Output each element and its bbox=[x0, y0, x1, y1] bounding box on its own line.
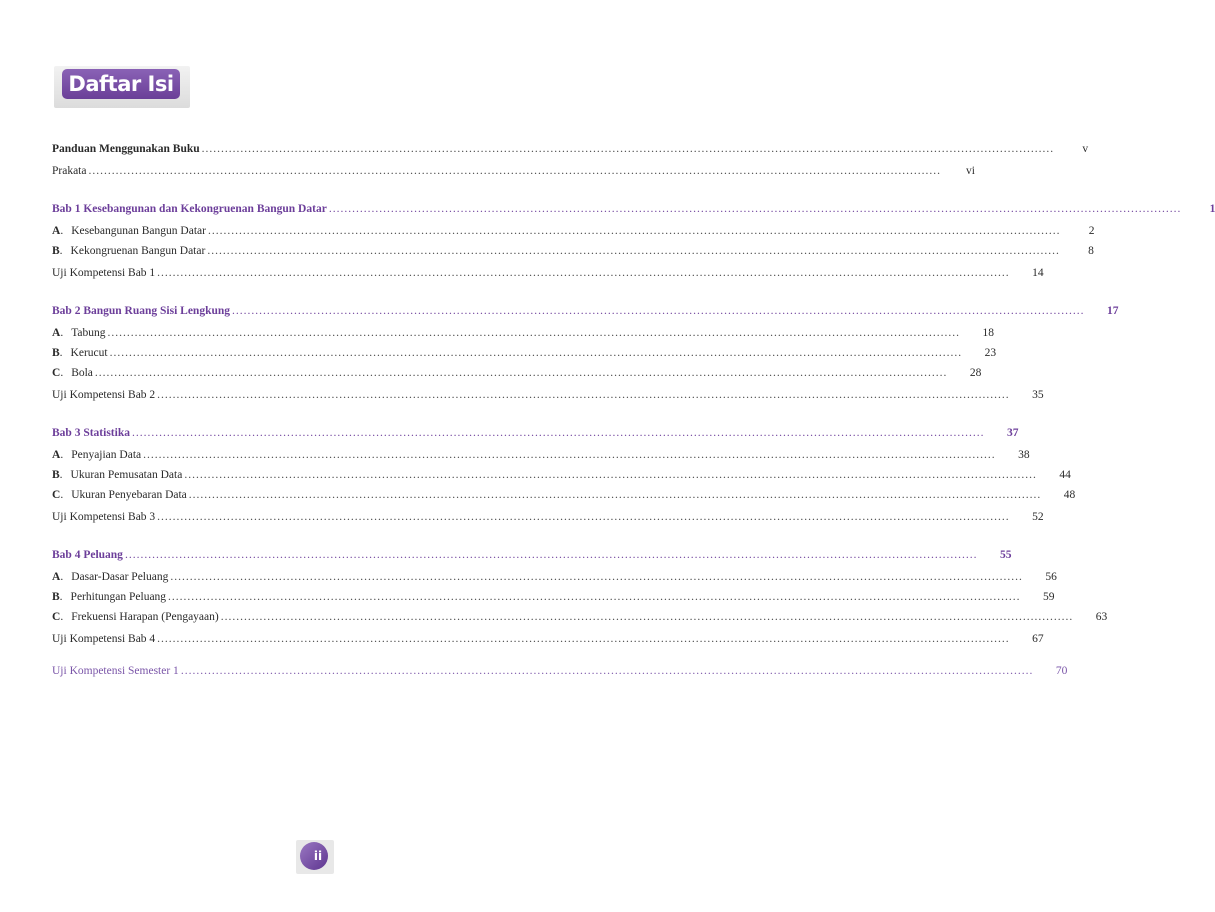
toc-entry-label bbox=[52, 203, 327, 215]
toc-page-number: 8 bbox=[1088, 245, 1094, 257]
toc-page-number: v bbox=[1082, 143, 1089, 155]
toc-page-number: 38 bbox=[1018, 449, 1030, 461]
toc-leader-dots: ............................................................................................................................................................................................................................ bbox=[328, 203, 1182, 215]
toc-entry-label bbox=[52, 591, 166, 603]
toc-entry[interactable] bbox=[52, 367, 982, 385]
toc-entry-label bbox=[52, 489, 187, 501]
toc-entry-label bbox=[52, 367, 93, 379]
toc-entry-label bbox=[52, 347, 108, 359]
toc-leader-dots: ............................................................................................................................................................................................................................ bbox=[207, 245, 1060, 257]
toc-entry-prefix: B bbox=[52, 469, 60, 481]
toc-leader-dots: ............................................................................................................................................................................................................................ bbox=[107, 327, 961, 339]
toc-leader-dots: ............................................................................................................................................................................................................................ bbox=[131, 427, 985, 439]
toc-prefix-dot: . bbox=[59, 245, 63, 257]
toc-entry-prefix: C bbox=[52, 489, 61, 501]
toc-prefix-dot: . bbox=[60, 489, 64, 501]
toc-leader-dots: ............................................................................................................................................................................................................................ bbox=[170, 571, 1023, 583]
toc-entry-title: Bab 3 Statistika bbox=[52, 427, 130, 439]
toc-page-number: 56 bbox=[1045, 571, 1057, 583]
toc-entry-title: Uji Kompetensi Bab 4 bbox=[52, 633, 156, 645]
toc-entry[interactable] bbox=[52, 549, 1012, 567]
toc-entry[interactable] bbox=[52, 611, 1108, 629]
toc-entry-title: Uji Kompetensi Bab 3 bbox=[52, 511, 156, 523]
toc-leader-dots: ............................................................................................................................................................................................................................ bbox=[184, 469, 1037, 481]
toc-leader-dots: ............................................................................................................................................................................................................................ bbox=[157, 633, 1010, 645]
toc-entry-title: Uji Kompetensi Semester 1 bbox=[52, 665, 179, 677]
toc-entry[interactable] bbox=[52, 327, 995, 345]
toc-entry-label bbox=[52, 633, 155, 645]
toc-prefix-dot: . bbox=[59, 347, 63, 359]
toc-prefix-dot: . bbox=[59, 591, 63, 603]
toc-entry-label bbox=[52, 245, 205, 257]
toc-entry-title: Panduan Menggunakan Buku bbox=[52, 143, 200, 155]
page-number: ii bbox=[313, 849, 323, 863]
toc-leader-dots: ............................................................................................................................................................................................................................ bbox=[124, 549, 978, 561]
toc-entry-label bbox=[52, 427, 130, 439]
toc-page-number: 35 bbox=[1032, 389, 1044, 401]
toc-entry-title: Ukuran Pemusatan Data bbox=[70, 469, 183, 481]
toc-page-number: 18 bbox=[982, 327, 995, 339]
toc-entry-title: Bab 2 Bangun Ruang Sisi Lengkung bbox=[52, 305, 231, 317]
toc-entry[interactable] bbox=[52, 469, 1071, 487]
toc-entry-label bbox=[52, 327, 106, 339]
toc-entry-label bbox=[52, 571, 168, 583]
toc-entry[interactable] bbox=[52, 449, 1030, 467]
toc-entry[interactable] bbox=[52, 203, 1215, 221]
toc-page-number: 28 bbox=[969, 367, 982, 379]
toc-entry-prefix: C bbox=[52, 367, 61, 379]
toc-entry-label bbox=[52, 449, 141, 461]
toc-entry[interactable] bbox=[52, 305, 1119, 323]
toc-prefix-dot: . bbox=[60, 327, 64, 339]
toc-entry-label bbox=[52, 267, 155, 279]
toc-entry-label bbox=[52, 665, 179, 677]
toc-entry-label bbox=[52, 389, 155, 401]
toc-leader-dots: ............................................................................................................................................................................................................................ bbox=[201, 143, 1055, 155]
toc-page-number: 70 bbox=[1055, 665, 1068, 677]
toc-entry-prefix: B bbox=[52, 591, 60, 603]
toc-page-number: 37 bbox=[1006, 427, 1019, 439]
toc-leader-dots: ............................................................................................................................................................................................................................ bbox=[207, 225, 1061, 237]
toc-entry-prefix: B bbox=[52, 347, 60, 359]
toc-leader-dots: ............................................................................................................................................................................................................................ bbox=[109, 347, 963, 359]
toc-entry-title: Bola bbox=[71, 367, 93, 379]
toc-entry-label bbox=[52, 611, 219, 623]
toc-page-number: 48 bbox=[1063, 489, 1076, 501]
toc-page-number: 55 bbox=[999, 549, 1012, 561]
toc-entry-prefix: B bbox=[52, 245, 60, 257]
toc-entry[interactable] bbox=[52, 665, 1068, 683]
toc-entry[interactable] bbox=[52, 427, 1019, 445]
toc-entry-title: Dasar-Dasar Peluang bbox=[71, 571, 169, 583]
toc-leader-dots: ............................................................................................................................................................................................................................ bbox=[188, 489, 1042, 501]
toc-entry-label bbox=[52, 549, 123, 561]
toc-page-number: 23 bbox=[984, 347, 997, 359]
toc-page-number: 44 bbox=[1059, 469, 1071, 481]
toc-entry-title: Tabung bbox=[71, 327, 106, 339]
toc-entry-title: Kesebangunan Bangun Datar bbox=[71, 225, 206, 237]
toc-entry-prefix: A bbox=[52, 327, 61, 339]
toc-prefix-dot: . bbox=[60, 611, 64, 623]
toc-page-number: 52 bbox=[1032, 511, 1044, 523]
toc-entry-title: Prakata bbox=[52, 165, 87, 177]
toc-entry-title: Bab 4 Peluang bbox=[52, 549, 123, 561]
toc-entry-title: Kekongruenan Bangun Datar bbox=[70, 245, 206, 257]
toc-page-number: 2 bbox=[1088, 225, 1095, 237]
toc-leader-dots: ............................................................................................................................................................................................................................ bbox=[157, 389, 1010, 401]
toc-prefix-dot: . bbox=[60, 449, 64, 461]
toc-prefix-dot: . bbox=[59, 469, 63, 481]
toc-entry[interactable] bbox=[52, 143, 1089, 161]
toc-page-number: 17 bbox=[1107, 305, 1119, 317]
toc-entry-label bbox=[52, 469, 182, 481]
toc-entry-label bbox=[52, 305, 230, 317]
toc-entry[interactable] bbox=[52, 489, 1076, 507]
toc-entry-label bbox=[52, 511, 155, 523]
toc-entry[interactable] bbox=[52, 165, 975, 183]
toc-leader-dots: ............................................................................................................................................................................................................................ bbox=[220, 611, 1074, 623]
toc-entry-prefix: C bbox=[52, 611, 61, 623]
toc-entry[interactable] bbox=[52, 347, 997, 365]
toc-entry[interactable] bbox=[52, 245, 1094, 263]
toc-prefix-dot: . bbox=[60, 225, 64, 237]
toc-leader-dots: ............................................................................................................................................................................................................................ bbox=[157, 511, 1010, 523]
toc-entry-prefix: A bbox=[52, 225, 61, 237]
toc-leader-dots: ............................................................................................................................................................................................................................ bbox=[168, 591, 1021, 603]
toc-entry-label bbox=[52, 143, 200, 155]
toc-leader-dots: ............................................................................................................................................................................................................................ bbox=[94, 367, 948, 379]
toc-entry-title: Uji Kompetensi Bab 1 bbox=[52, 267, 156, 279]
toc-page-number: 59 bbox=[1043, 591, 1055, 603]
toc-entry[interactable] bbox=[52, 511, 1044, 529]
toc-leader-dots: ............................................................................................................................................................................................................................ bbox=[180, 665, 1034, 677]
toc-entry[interactable] bbox=[52, 591, 1055, 609]
toc-entry-prefix: A bbox=[52, 571, 61, 583]
toc-page-number: 67 bbox=[1032, 633, 1044, 645]
toc-leader-dots: ............................................................................................................................................................................................................................ bbox=[157, 267, 1010, 279]
toc-entry[interactable] bbox=[52, 267, 1044, 285]
toc-prefix-dot: . bbox=[60, 367, 64, 379]
toc-leader-dots: ............................................................................................................................................................................................................................ bbox=[143, 449, 996, 461]
toc-entry-label bbox=[52, 225, 206, 237]
toc-entry[interactable] bbox=[52, 633, 1044, 651]
page-heading: Daftar Isi bbox=[68, 72, 174, 96]
toc-page-number: 1 bbox=[1209, 203, 1215, 215]
toc-entry[interactable] bbox=[52, 225, 1095, 243]
toc-page-number: 63 bbox=[1095, 611, 1108, 623]
toc-page-number: 14 bbox=[1032, 267, 1044, 279]
toc-entry-prefix: A bbox=[52, 449, 61, 461]
toc-entry-title: Ukuran Penyebaran Data bbox=[71, 489, 187, 501]
toc-entry[interactable] bbox=[52, 389, 1044, 407]
toc-entry-title: Perhitungan Peluang bbox=[70, 591, 167, 603]
toc-prefix-dot: . bbox=[60, 571, 64, 583]
toc-leader-dots: ............................................................................................................................................................................................................................ bbox=[88, 165, 941, 177]
toc-entry-title: Penyajian Data bbox=[71, 449, 142, 461]
toc-entry-label bbox=[52, 165, 86, 177]
toc-entry-title: Uji Kompetensi Bab 2 bbox=[52, 389, 156, 401]
toc-entry[interactable] bbox=[52, 571, 1057, 589]
toc-entry-title: Kerucut bbox=[70, 347, 108, 359]
toc-page-number: vi bbox=[966, 165, 975, 177]
toc-entry-title: Frekuensi Harapan (Pengayaan) bbox=[71, 611, 219, 623]
toc-entry-title: Bab 1 Kesebangunan dan Kekongruenan Bangun Datar bbox=[52, 203, 327, 215]
toc-leader-dots: ............................................................................................................................................................................................................................ bbox=[232, 305, 1085, 317]
